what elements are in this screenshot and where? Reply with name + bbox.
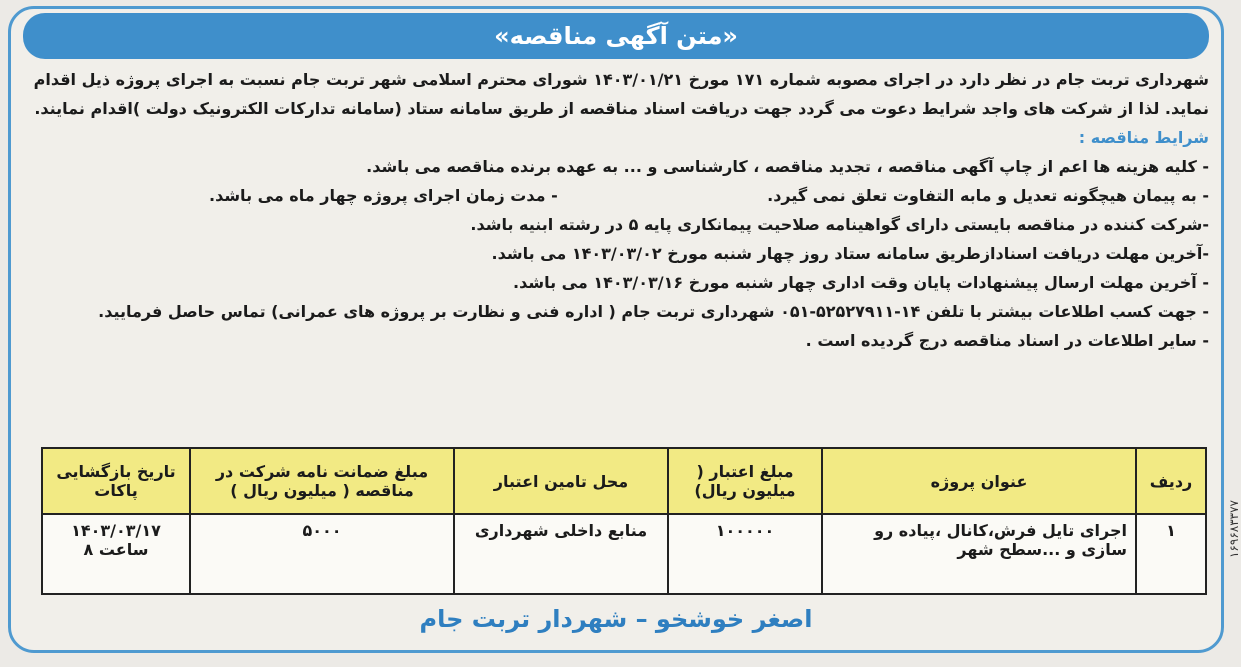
condition-5: - آخرین مهلت ارسال پیشنهادات پایان وقت اداری چهار شنبه مورخ ۱۴۰۳/۰۳/۱۶ می باشد.: [513, 273, 1209, 292]
mayor-signature: اصغر خوشخو – شهردار تربت جام: [419, 605, 813, 633]
condition-2a: - به پیمان هیچگونه تعدیل و مابه التفاوت تعلق نمی گیرد.: [767, 186, 1209, 205]
condition-3: -شرکت کننده در مناقصه بایستی دارای گواهینامه صلاحیت پیمانکاری پایه ۵ در رشته ابنیه باشد.: [470, 215, 1209, 234]
header-credit-source: محل تامین اعتبار: [454, 448, 668, 514]
condition-7: - سایر اطلاعات در اسناد مناقصه درج گردیده است .: [805, 331, 1209, 350]
side-reference-code: ۱۶۹۶۸۳۳۷۷: [1227, 500, 1241, 559]
condition-4: -آخرین مهلت دریافت اسنادازطریق سامانه ستاد روز چهار شنبه مورخ ۱۴۰۳/۰۳/۰۲ می باشد.: [491, 244, 1209, 263]
header-credit-amount: مبلغ اعتبار ( میلیون ریال): [668, 448, 822, 514]
table-header-row: [42, 448, 1206, 514]
notice-title: «متن آگهی مناقصه»: [494, 22, 738, 50]
header-index: ردیف: [1136, 448, 1206, 514]
cell-opening-date: [42, 514, 190, 594]
conditions-heading: شرایط مناقصه :: [1078, 128, 1209, 147]
condition-6: - جهت کسب اطلاعات بیشتر با تلفن ۱۴-۵۲۵۲۷۹۱۱-۰۵۱ شهرداری تربت جام ( اداره فنی و نظارت بر پروژه های عمرانی) تماس حاصل فرمایید.: [98, 302, 1209, 321]
header-project-title: عنوان پروژه: [822, 448, 1136, 514]
header-opening-date: تاریخ بازگشایی پاکات: [42, 448, 190, 514]
intro-line-1: [23, 65, 1209, 94]
header-guarantee-amount: مبلغ ضمانت نامه شرکت در مناقصه ( میلیون ریال ): [190, 448, 454, 514]
cell-guarantee-amount: ۵۰۰۰: [190, 514, 454, 594]
notice-body: [23, 65, 1209, 355]
cell-index: ۱: [1136, 514, 1206, 594]
cell-credit-source: منابع داخلی شهرداری: [454, 514, 668, 594]
intro-municipality: شهرداری تربت جام در نظر دارد: [959, 70, 1209, 89]
notice-title-banner: [23, 13, 1209, 59]
table-row: [42, 514, 1206, 594]
opening-time: ساعت ۸: [83, 540, 149, 559]
intro-line-2: نماید. لذا از شرکت های واجد شرایط دعوت می گردد جهت دریافت اسناد مناقصه از طریق سامانه ستاد (سامانه تدارکات الکترونیک دولت )اقدام نمایند.: [34, 99, 1209, 118]
opening-date: ۱۴۰۳/۰۳/۱۷: [71, 521, 161, 540]
condition-1: - کلیه هزینه ها اعم از چاپ آگهی مناقصه ، تجدید مناقصه ، کارشناسی و ... به عهده برنده مناقصه می باشد.: [366, 157, 1209, 176]
intro-line-1-text: در اجرای مصوبه شماره ۱۷۱ مورخ ۱۴۰۳/۰۱/۲۱ شورای محترم اسلامی شهر تربت جام نسبت به اجرای پروژه ذیل اقدام: [33, 70, 960, 89]
condition-2b: - مدت زمان اجرای پروژه چهار ماه می باشد.: [209, 186, 558, 205]
tender-notice-frame: [8, 6, 1224, 653]
project-table: [41, 447, 1207, 595]
condition-2-row: [209, 181, 1209, 210]
cell-credit-amount: ۱۰۰۰۰۰: [668, 514, 822, 594]
cell-project-title: اجرای تایل فرش،کانال ،پیاده رو سازی و ...سطح شهر: [822, 514, 1136, 594]
